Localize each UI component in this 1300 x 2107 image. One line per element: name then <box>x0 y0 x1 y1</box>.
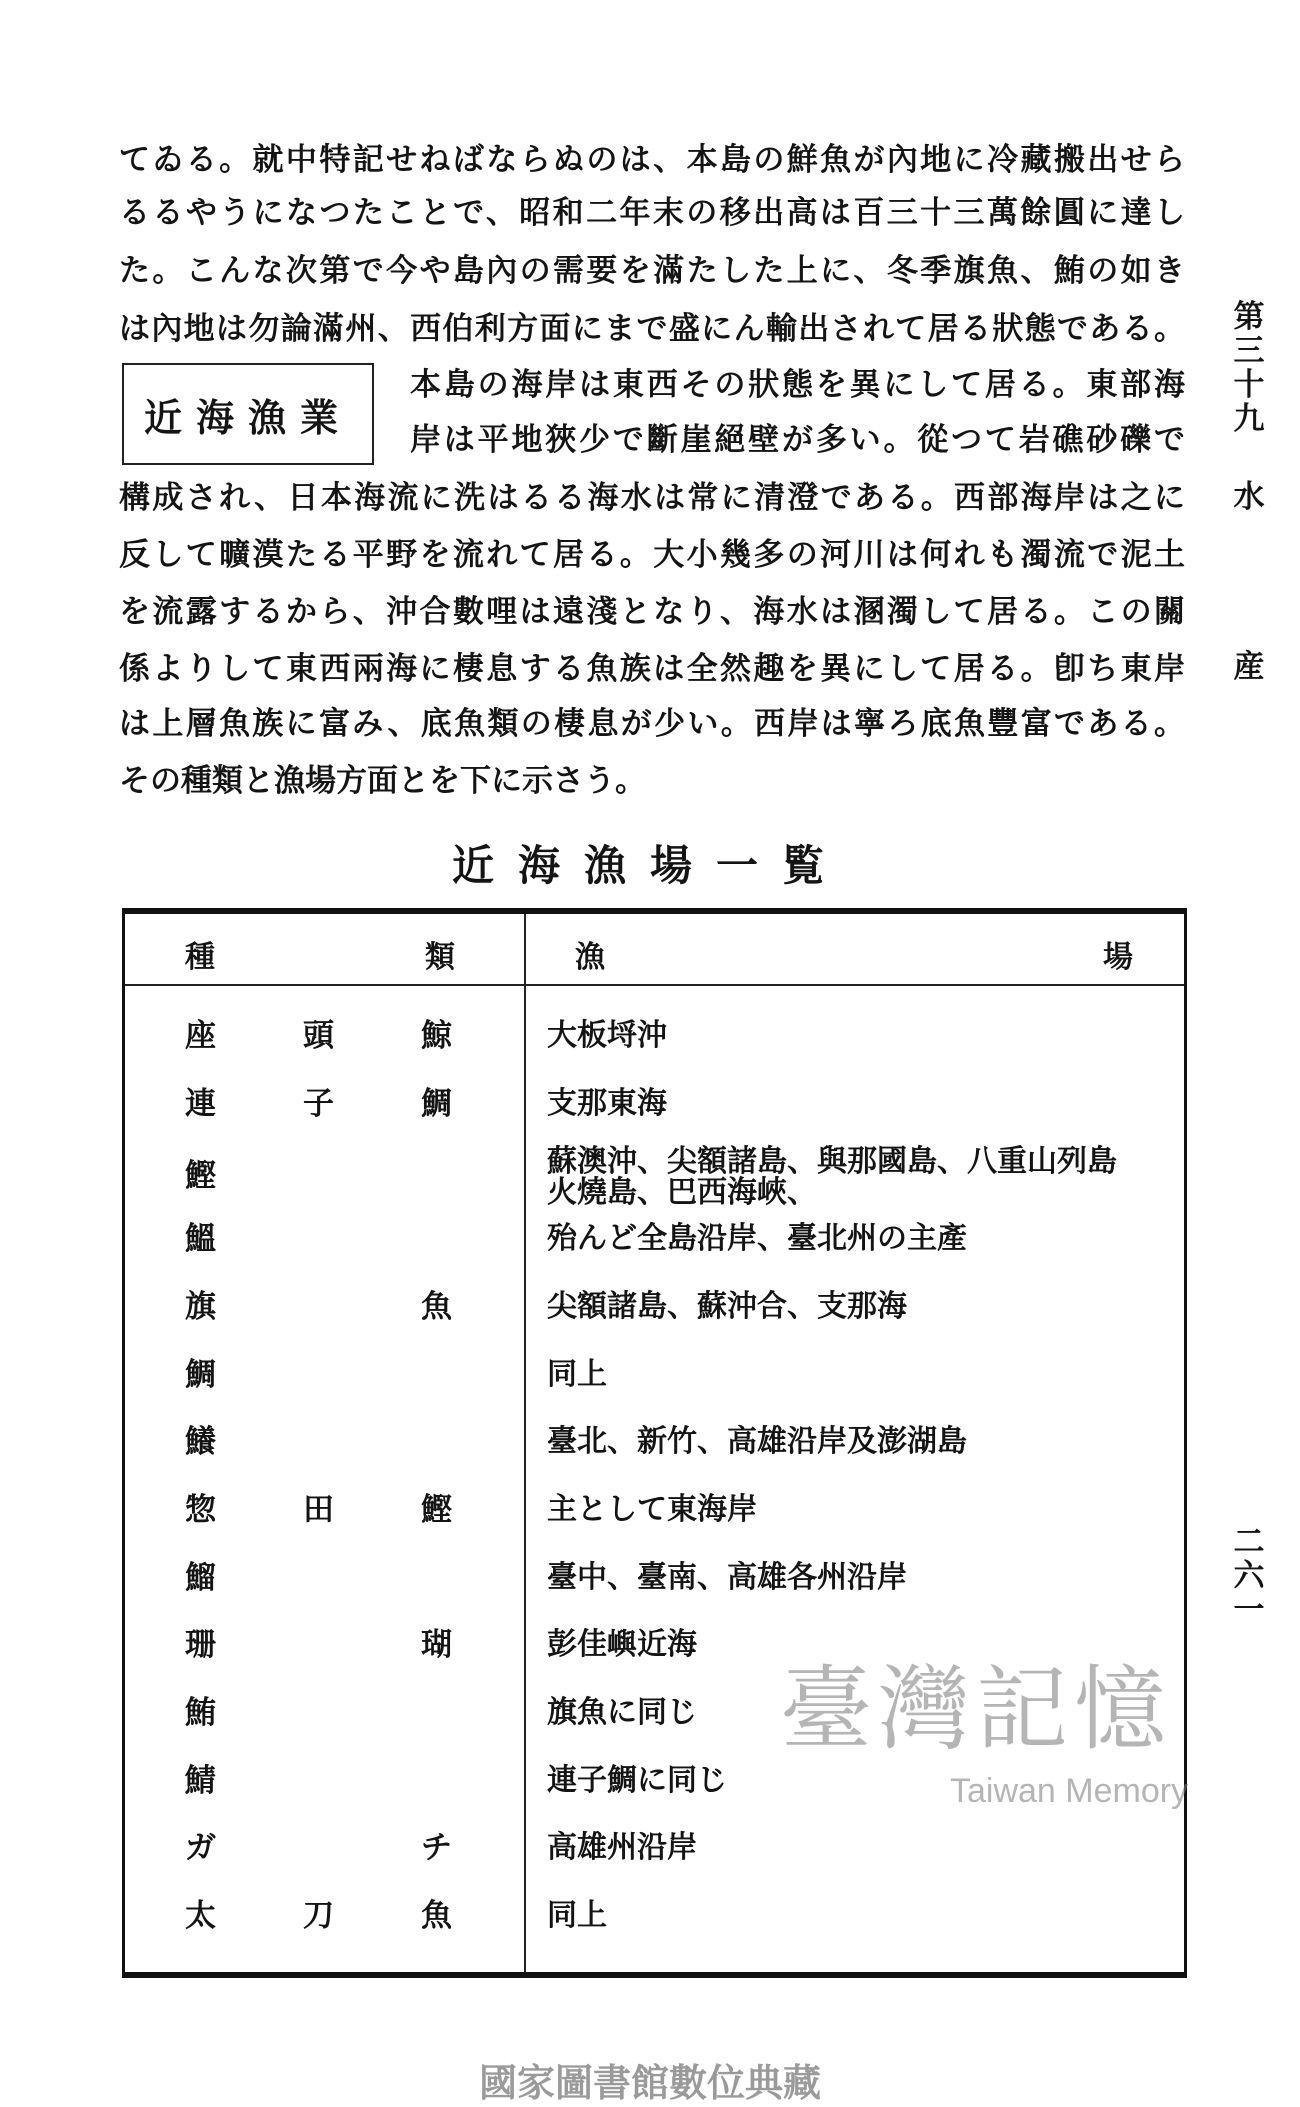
table-row <box>125 1896 1184 1936</box>
fishing-ground <box>547 1494 757 1525</box>
body-line: てゐる。就中特記せねばならぬのは、本島の鮮魚が內地に冷藏搬出せら <box>119 142 1185 178</box>
species-char: 魚 <box>421 1898 452 1934</box>
fishing-ground-line: 連子鯛に同じ <box>547 1763 727 1798</box>
body-line: 構成され、日本海流に洗はるる海水は常に清澄である。西部海岸は之に <box>119 480 1185 516</box>
fishing-ground <box>547 1765 727 1796</box>
fishing-ground <box>547 1832 697 1863</box>
species-char: 子 <box>303 1086 334 1122</box>
fishing-ground-line: 同上 <box>547 1357 607 1392</box>
table-row <box>125 1016 1184 1056</box>
species-char: 刀 <box>303 1898 334 1934</box>
section-heading: 近海漁業 <box>143 394 352 440</box>
species-char: 魚 <box>421 1289 452 1325</box>
species-char: 鮪 <box>185 1695 216 1731</box>
table-title: 近海漁場一覧 <box>451 841 848 890</box>
table-row <box>125 1625 1184 1665</box>
table-row <box>125 1761 1184 1801</box>
topic-label-2: 産 <box>1233 649 1265 685</box>
species-char: 珊 <box>185 1627 216 1663</box>
section-heading-box <box>122 363 374 465</box>
table-row <box>125 1355 1184 1395</box>
species-char: 田 <box>303 1492 334 1528</box>
fishing-ground-line: 尖額諸島、蘇沖合、支那海 <box>547 1289 907 1324</box>
fishing-ground-line: 同上 <box>547 1898 607 1933</box>
watermark-english: Taiwan Memory <box>950 1772 1189 1810</box>
fishing-ground-line: 大板埒沖 <box>547 1018 667 1053</box>
fishing-ground <box>547 1426 967 1457</box>
body-line: は內地は勿論滿州、西伯利方面にまで盛にん輸出されて居る狀態である。 <box>119 311 1185 347</box>
fishing-ground-line: 支那東海 <box>547 1086 667 1121</box>
header-ground-2: 場 <box>1103 940 1133 975</box>
fishing-ground <box>547 1088 667 1119</box>
species-char: 鰹 <box>185 1158 216 1194</box>
fishing-ground <box>547 1020 667 1051</box>
species-char: 鯛 <box>421 1086 452 1122</box>
table-row <box>125 1558 1184 1598</box>
species-char: 連 <box>185 1086 216 1122</box>
species-char: 座 <box>185 1018 216 1054</box>
fishing-ground-line: 殆んど全島沿岸、臺北州の主產 <box>547 1221 967 1256</box>
fishing-ground <box>547 1359 607 1390</box>
fishing-ground-line: 高雄州沿岸 <box>547 1830 697 1865</box>
species-char: 鰮 <box>185 1221 216 1257</box>
table-row <box>125 1828 1184 1868</box>
watermark-chinese: 臺灣記憶 <box>780 1656 1173 1763</box>
fishing-ground <box>547 1291 907 1322</box>
table-row <box>125 1144 1184 1210</box>
table-row <box>125 1219 1184 1259</box>
body-line: 岸は平地狹少で斷崖絕壁が多い。從つて岩礁砂礫で <box>410 422 1185 458</box>
fishing-ground <box>547 1629 697 1660</box>
body-line: は上層魚族に富み、底魚類の棲息が少い。西岸は寧ろ底魚豐富である。 <box>119 706 1185 742</box>
table-row <box>125 1287 1184 1327</box>
species-char: 鯖 <box>185 1763 216 1799</box>
body-line: るるやうになつたことで、昭和二年末の移出高は百三十三萬餘圓に達し <box>119 195 1185 231</box>
species-char: 鰹 <box>421 1492 452 1528</box>
species-char: 鰡 <box>185 1560 216 1596</box>
page-number: 二六一 <box>1233 1524 1265 1628</box>
header-ground-1: 漁 <box>575 940 605 975</box>
table-row <box>125 1490 1184 1530</box>
species-char: チ <box>421 1830 452 1866</box>
fishing-ground-line: 臺中、臺南、高雄各州沿岸 <box>547 1560 907 1595</box>
species-char: 鯨 <box>421 1018 452 1054</box>
fishing-ground-line: 火燒島、巴西海峽、 <box>547 1175 817 1210</box>
header-species-1: 種 <box>185 940 215 975</box>
body-line: を流露するから、沖合數哩は遠淺となり、海水は溷濁して居る。この關 <box>119 594 1185 630</box>
fishing-ground <box>547 1562 907 1593</box>
fishing-ground <box>547 1223 967 1254</box>
fishing-ground-line: 旗魚に同じ <box>547 1695 697 1730</box>
body-line: 反して曠漠たる平野を流れて居る。大小幾多の河川は何れも濁流で泥土 <box>119 537 1185 573</box>
fishing-grounds-table <box>122 908 1187 1978</box>
species-char: 太 <box>185 1898 216 1934</box>
footer-credit: 國家圖書館數位典藏 <box>478 2063 821 2105</box>
fishing-ground <box>547 1146 1117 1208</box>
fishing-ground-line: 主として東海岸 <box>547 1492 757 1527</box>
body-line: 係よりして東西兩海に棲息する魚族は全然趣を異にして居る。卽ち東岸 <box>119 651 1185 687</box>
body-line: 本島の海岸は東西その狀態を異にして居る。東部海 <box>410 367 1185 403</box>
header-divider <box>125 984 1184 986</box>
species-char: 鱶 <box>185 1424 216 1460</box>
topic-label-1: 水 <box>1233 479 1265 515</box>
fishing-ground <box>547 1697 697 1728</box>
header-species-2: 類 <box>425 940 455 975</box>
fishing-ground-line: 彭佳嶼近海 <box>547 1627 697 1662</box>
species-char: 瑚 <box>421 1627 452 1663</box>
species-char: 旗 <box>185 1289 216 1325</box>
species-char: ガ <box>185 1830 216 1866</box>
body-line: た。こんな次第で今や島內の需要を滿たした上に、冬季旗魚、鮪の如き <box>119 253 1185 289</box>
table-row <box>125 1422 1184 1462</box>
chapter-label: 第三十九 <box>1233 299 1265 437</box>
fishing-ground-line: 蘇澳沖、尖額諸島、與那國島、八重山列島 <box>547 1144 1117 1179</box>
table-row <box>125 1084 1184 1124</box>
body-line: その種類と漁場方面とを下に示さう。 <box>119 763 646 799</box>
species-char: 鯛 <box>185 1357 216 1393</box>
species-char: 頭 <box>303 1018 334 1054</box>
table-row <box>125 1693 1184 1733</box>
species-char: 惣 <box>185 1492 216 1528</box>
fishing-ground <box>547 1900 607 1931</box>
fishing-ground-line: 臺北、新竹、高雄沿岸及澎湖島 <box>547 1424 967 1459</box>
